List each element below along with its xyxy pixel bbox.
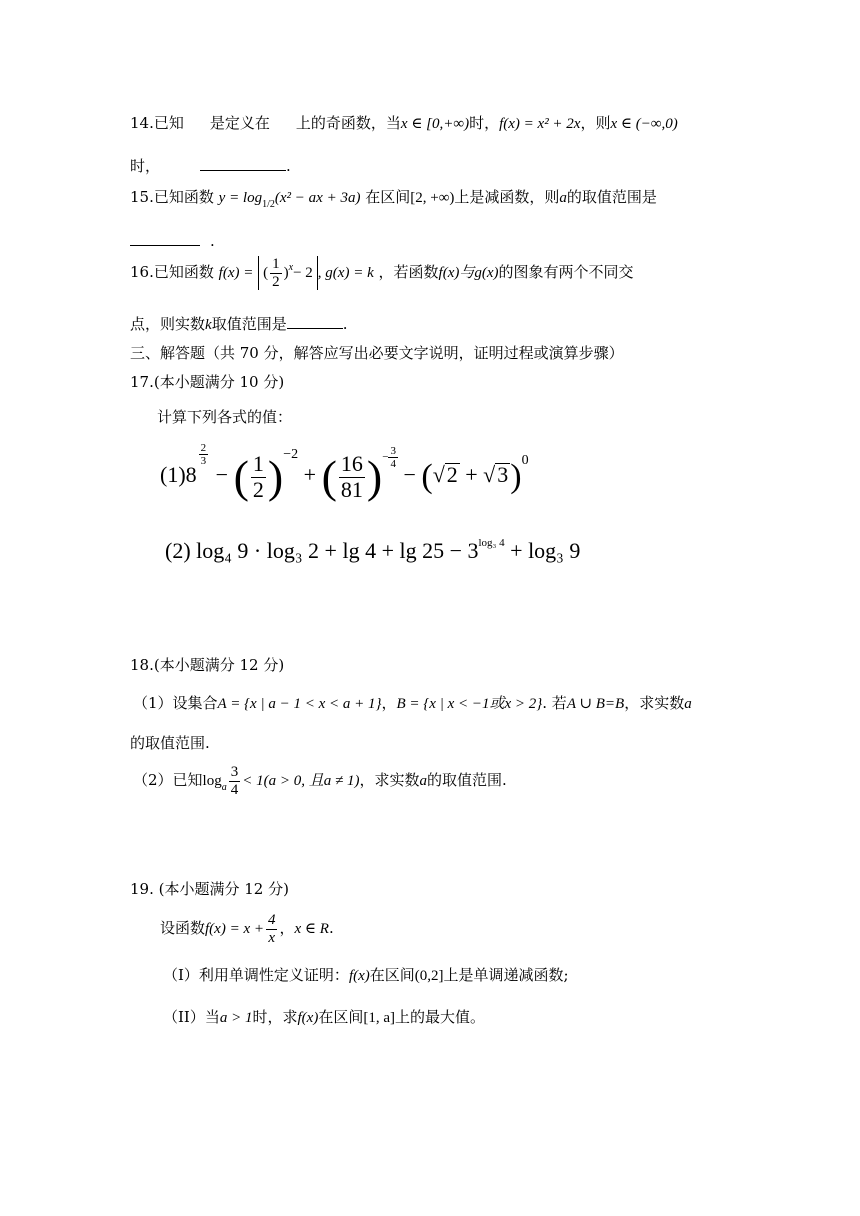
q18-title: 18.(本小题满分 12 分) [130,656,285,674]
q18-part1-line2: 的取值范围. [130,734,210,752]
q14-line1: 14.已知 是定义在 上的奇函数，当x ∈ [0,+∞)时，f(x) = x² + 2x，则x ∈ (−∞,0) [130,114,678,132]
q17-intro: 计算下列各式的值： [157,408,293,426]
q16-line2: 点，则实数k取值范围是 . [130,315,348,333]
q17-part1-expression: (1)8 $\frac{2}{3}$ − ( $\frac{1}{2}$ )$^{-2}$ + ( $\frac{16}{81}$ )$^{- \frac{3}{4}}$ − $(√2 + √3)^0$ [160,442,529,503]
q17-part2-expression: (2) log₄ 9 · log₃ $2 + \lg 4 + \lg 25 - 3^{log_3 4} + \log_3$ 9 [165,537,581,563]
q18-part1-line1: （1）设集合A = {x | a − 1 < x < a + 1}，B = {x | x < −1或x > 2}. 若A ∪ B=B，求实数a [133,694,692,712]
answer-blank[interactable] [200,158,286,171]
q19-title: 19. (本小题满分 12 分) [130,880,289,898]
q19-part1: （I）利用单调性定义证明：f(x)在区间(0,2]上是单调递减函数; [163,966,569,984]
q16-line1: 16.已知函数 f(x) = ( $\frac{1}{2}$ )$^x$− 2 , g(x) = k ，若函数f(x)与g(x)的图象有两个不同交 [130,256,634,290]
answer-blank[interactable] [130,233,200,246]
q15-line2: . [130,233,215,249]
section-title: 三、解答题（共 70 分，解答应写出必要文字说明，证明过程或演算步骤） [130,344,624,362]
q18-part2: （2）已知$\log_a$ $\frac{3}{4}$ < 1(a > 0, 且a ≠ 1)，求实数a的取值范围. [133,764,507,798]
q17-title: 17.(本小题满分 10 分) [130,373,285,391]
q19-part2: （II）当a > 1时，求f(x)在区间[1, a]上的最大值。 [163,1008,486,1026]
q19-intro: 设函数f(x) = x + $\frac{4}{x}$ ，x ∈ R. [160,912,334,946]
q14-line2: 时， . [130,157,291,175]
q15-line1: 15.已知函数 $y = \log_{1/2}(x^2$ − ax + 3a) 在区间[2, +∞)上是减函数，则a的取值范围是 [130,188,657,210]
answer-blank[interactable] [287,316,343,329]
abs-value: ( $\frac{1}{2}$ )$^x$− 2 [258,256,318,290]
